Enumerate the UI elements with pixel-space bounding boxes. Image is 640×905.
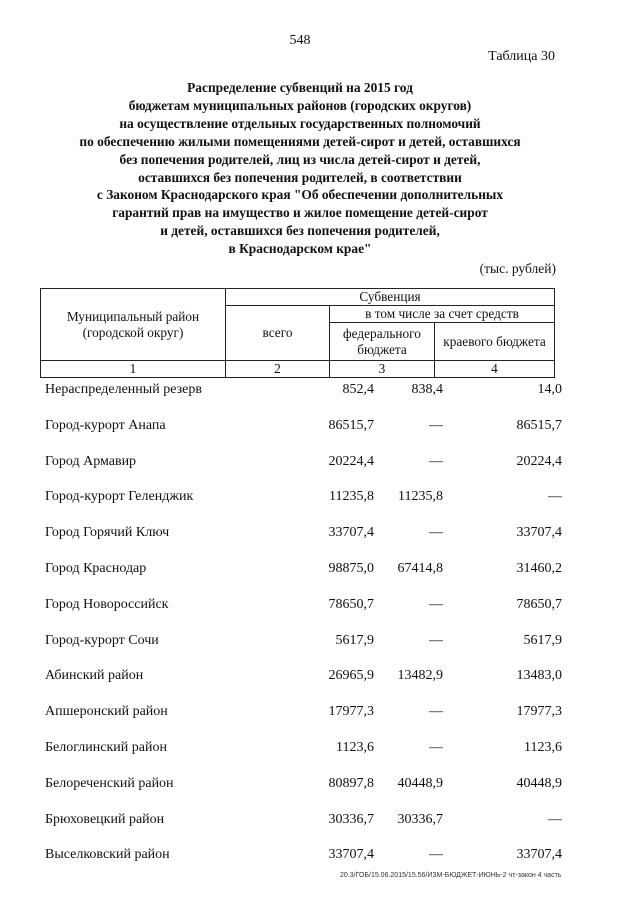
table-row <box>40 629 600 665</box>
total-value: 86515,7 <box>328 417 374 433</box>
municipality-name: Белореченский район <box>45 775 174 791</box>
table-row <box>40 521 600 557</box>
municipality-name: Город Краснодар <box>45 560 147 576</box>
document-title <box>20 79 580 258</box>
municipality-name: Город-курорт Анапа <box>45 417 166 433</box>
regional-value: 86515,7 <box>516 417 562 433</box>
regional-value: — <box>548 489 562 505</box>
total-value: 30336,7 <box>328 811 374 827</box>
municipality-name: Город Новороссийск <box>45 596 169 612</box>
page-number: 548 <box>289 33 311 48</box>
regional-value: 33707,4 <box>516 847 562 863</box>
federal-value: 11235,8 <box>398 489 443 505</box>
federal-value: — <box>429 704 443 720</box>
units-label: (тыс. рублей) <box>479 261 556 276</box>
title-line: без попечения родителей, лиц из числа детей-сирот и детей, <box>119 151 481 167</box>
regional-value: 5617,9 <box>523 632 562 648</box>
regional-value: 14,0 <box>537 382 562 397</box>
total-value: 11235,8 <box>329 489 374 505</box>
table-header <box>40 288 555 378</box>
title-line: и детей, оставшихся без попечения родителей, <box>160 223 440 239</box>
federal-value: 838,4 <box>411 382 443 397</box>
total-value: 26965,9 <box>328 668 374 684</box>
regional-value: — <box>548 811 562 827</box>
regional-value: 1123,6 <box>524 739 562 755</box>
column-number: 2 <box>226 361 330 378</box>
regional-value: 13483,0 <box>516 668 562 684</box>
title-line: бюджетам муниципальных районов (городских округов) <box>128 97 472 113</box>
title-line: гарантий прав на имущество и жилое помещение детей-сирот <box>112 205 488 221</box>
title-line: в Краснодарском крае" <box>228 241 372 257</box>
total-value: 852,4 <box>342 382 374 397</box>
federal-value: 67414,8 <box>397 560 443 576</box>
title-line: с Законом Краснодарского края "Об обеспечении дополнительных <box>96 187 504 203</box>
municipality-name: Город-курорт Сочи <box>45 632 159 648</box>
header-subvention: Субвенция <box>226 289 555 306</box>
federal-value: — <box>429 417 443 433</box>
total-value: 17977,3 <box>328 704 374 720</box>
total-value: 1123,6 <box>336 739 374 755</box>
regional-value: 33707,4 <box>516 525 562 541</box>
title-line: оставшихся без попечения родителей, в соответствии <box>138 169 462 185</box>
total-value: 33707,4 <box>328 525 374 541</box>
federal-value: 13482,9 <box>397 668 443 684</box>
federal-value: — <box>429 847 443 863</box>
federal-value: — <box>429 596 443 612</box>
federal-value: — <box>429 632 443 648</box>
federal-value: — <box>429 525 443 541</box>
total-value: 98875,0 <box>328 560 374 576</box>
table-row <box>40 808 600 844</box>
header-federal: федерального бюджета <box>330 323 435 361</box>
total-value: 80897,8 <box>328 775 374 791</box>
column-number: 3 <box>330 361 435 378</box>
municipality-name: Город Горячий Ключ <box>45 525 170 541</box>
total-value: 5617,9 <box>335 632 374 648</box>
table-row <box>40 450 600 486</box>
title-line: на осуществление отдельных государственных полномочий <box>119 115 481 131</box>
federal-value: — <box>429 739 443 755</box>
regional-value: 17977,3 <box>516 704 562 720</box>
federal-value: — <box>429 453 443 469</box>
municipality-name: Апшеронский район <box>45 704 168 720</box>
table-row <box>40 378 600 414</box>
column-number: 4 <box>435 361 555 378</box>
table-row <box>40 736 600 772</box>
total-value: 33707,4 <box>328 847 374 863</box>
municipality-name: Абинский район <box>45 668 144 684</box>
municipality-name: Город Армавир <box>45 453 137 469</box>
table-row <box>40 664 600 700</box>
table-label: Таблица 30 <box>488 49 555 64</box>
regional-value: 31460,2 <box>516 560 562 576</box>
column-number: 1 <box>41 361 226 378</box>
table-row <box>40 593 600 629</box>
table-row <box>40 772 600 808</box>
municipality-name: Выселковский район <box>45 847 170 863</box>
regional-value: 20224,4 <box>516 453 562 469</box>
title-line: по обеспечению жилыми помещениями детей-сирот и детей, оставшихся <box>79 133 521 149</box>
regional-value: 78650,7 <box>516 596 562 612</box>
table-row <box>40 557 600 593</box>
title-line: Распределение субвенций на 2015 год <box>187 80 413 95</box>
federal-value: 40448,9 <box>397 775 443 791</box>
footer-code: 20.3/ГОБ/15.06.2015/15.56/ИЗМ-БЮДЖЕТ-ИЮНЬ-2 чт-закон 4 часть <box>340 872 562 879</box>
table-row <box>40 485 600 521</box>
table-row <box>40 700 600 736</box>
federal-value: 30336,7 <box>397 811 443 827</box>
total-value: 20224,4 <box>328 453 374 469</box>
table-body <box>40 378 600 879</box>
header-total: всего <box>226 306 330 361</box>
municipality-name: Нераспределенный резерв <box>45 382 202 397</box>
header-including: в том числе за счет средств <box>330 306 555 323</box>
municipality-name: Белоглинский район <box>45 739 167 755</box>
total-value: 78650,7 <box>328 596 374 612</box>
header-regional: краевого бюджета <box>435 323 555 361</box>
regional-value: 40448,9 <box>516 775 562 791</box>
header-municipality: Муниципальный район (городской округ) <box>41 289 226 361</box>
municipality-name: Город-курорт Геленджик <box>45 489 194 505</box>
municipality-name: Брюховецкий район <box>45 811 165 827</box>
table-row <box>40 414 600 450</box>
